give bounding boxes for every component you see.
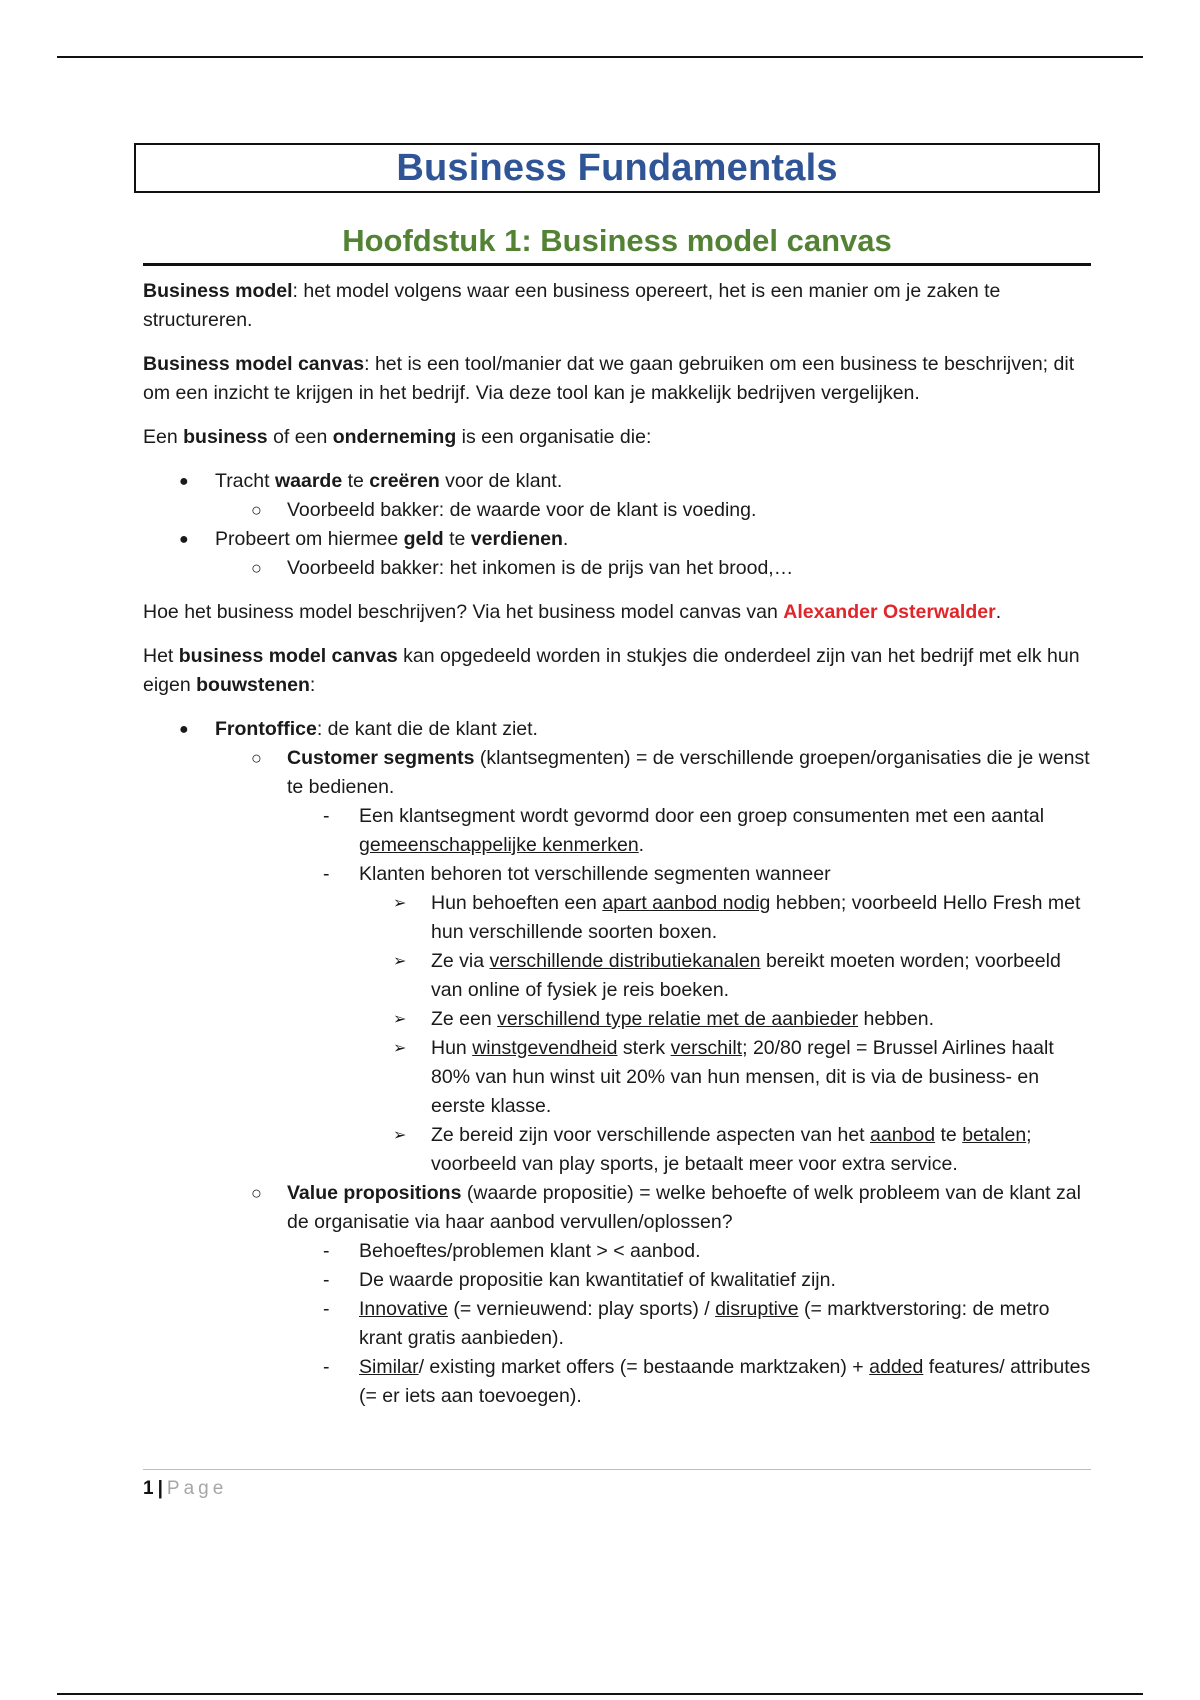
paragraph-canvas-parts (143, 642, 1093, 700)
list-item (215, 496, 1093, 525)
text: Een (143, 426, 184, 448)
text: ; voorbeeld van play sports, je betaalt meer voor extra service. (431, 1124, 1032, 1175)
title-box (134, 143, 1100, 193)
list-item (359, 1005, 1093, 1034)
bullet-icon: ● (179, 531, 189, 548)
circle-bullet-icon: ○ (251, 748, 262, 768)
underlined-text: disruptive (715, 1298, 799, 1320)
underlined-text: verschilt (670, 1037, 743, 1059)
text: De waarde propositie kan kwantitatief of kwalitatief zijn. (359, 1269, 836, 1291)
list-item (215, 554, 1093, 583)
text: . (562, 528, 569, 550)
text: hebben. (858, 1008, 935, 1030)
term: Business model (143, 280, 293, 302)
list-item (287, 860, 1093, 1179)
term: waarde (274, 470, 343, 492)
dash-icon: - (323, 805, 330, 827)
term: onderneming (332, 426, 457, 448)
term: Business model canvas (143, 353, 365, 375)
text: Hun behoeften een (431, 892, 603, 914)
list-item-customer-segments (215, 744, 1093, 1179)
list-item (287, 1266, 1093, 1295)
bottom-rule (57, 1693, 1143, 1695)
term: Frontoffice (215, 718, 317, 740)
list-item (287, 1295, 1093, 1353)
text: Het (143, 645, 179, 667)
text: Voorbeeld bakker: de waarde voor de klant is voeding. (287, 499, 757, 521)
list-item (143, 467, 1093, 525)
list-item (287, 1237, 1093, 1266)
text: bereikt moeten worden; voorbeeld van online of fysiek je reis boeken. (431, 950, 1061, 1001)
underlined-text: aanbod (870, 1124, 936, 1146)
definition: : het is een tool/manier dat we gaan gebruiken om een business te beschrijven; dit om een inzicht te krijgen in het bedrijf. Via deze tool kan je makkelijk bedrijven vergelijken. (143, 353, 1075, 404)
paragraph-business-model (143, 277, 1093, 335)
term: business (183, 426, 268, 448)
paragraph-business-model-canvas (143, 350, 1093, 408)
dash-list (287, 802, 1093, 1179)
list-item (359, 1034, 1093, 1121)
text: of een (267, 426, 333, 448)
text: kan opgedeeld worden in stukjes die onderdeel zijn van het bedrijf met elk hun eigen (143, 645, 1080, 696)
text: Tracht (215, 470, 275, 492)
paragraph-onderneming (143, 423, 1093, 452)
arrow-bullet-icon: ➢ (393, 1040, 407, 1057)
text: te (443, 528, 471, 550)
dash-list (287, 1237, 1093, 1411)
document-body (143, 277, 1093, 1426)
underlined-text: winstgevendheid (472, 1037, 618, 1059)
list-item-frontoffice (143, 715, 1093, 1411)
text: te (342, 470, 370, 492)
text: (= marktverstoring: de metro krant gratis aanbieden). (359, 1298, 1050, 1349)
list-item (287, 802, 1093, 860)
text: sterk (617, 1037, 671, 1059)
page-number: 1 (143, 1478, 154, 1499)
bullet-icon: ● (179, 473, 189, 490)
circle-bullet-icon: ○ (251, 500, 262, 520)
term: geld (403, 528, 444, 550)
text: voor de klant. (439, 470, 563, 492)
text: features/ attributes (= er iets aan toevoegen). (359, 1356, 1091, 1407)
chapter-heading: Hoofdstuk 1: Business model canvas (342, 223, 892, 258)
underlined-text: added (869, 1356, 924, 1378)
definition: : het model volgens waar een business opereert, het is een manier om je zaken te structureren. (143, 280, 1001, 331)
term: verdienen (470, 528, 563, 550)
dash-icon: - (323, 1356, 330, 1378)
text: : (309, 674, 316, 696)
arrow-list (359, 889, 1093, 1179)
text: Een klantsegment wordt gevormd door een groep consumenten met een aantal (359, 805, 1045, 827)
underlined-text: verschillende distributiekanalen (489, 950, 761, 972)
text: ; 20/80 regel = Brussel Airlines haalt 80% van hun winst uit 20% van hun mensen, dit is via de business- en eerste klasse. (431, 1037, 1054, 1117)
text: Voorbeeld bakker: het inkomen is de prijs van het brood,… (287, 557, 794, 579)
text: Hun (431, 1037, 473, 1059)
underlined-text: gemeenschappelijke kenmerken (359, 834, 639, 856)
text: . (995, 601, 1002, 623)
term: creëren (369, 470, 440, 492)
text: (= vernieuwend: play sports) / (447, 1298, 716, 1320)
paragraph-osterwalder (143, 598, 1093, 627)
page-separator: | (157, 1478, 163, 1499)
list-item (359, 1121, 1093, 1179)
circle-bullet-icon: ○ (251, 1183, 262, 1203)
list-item (359, 947, 1093, 1005)
text: hebben; voorbeeld Hello Fresh met hun verschillende soorten boxen. (431, 892, 1081, 943)
list-item (287, 1353, 1093, 1411)
text: (waarde propositie) = welke behoefte of welk probleem van de klant zal de organisatie via haar aanbod vervullen/oplossen? (287, 1182, 1081, 1233)
arrow-bullet-icon: ➢ (393, 895, 407, 912)
term: Value propositions (287, 1182, 462, 1204)
term: Customer segments (287, 747, 475, 769)
underlined-text: Innovative (359, 1298, 448, 1320)
underlined-text: Similar (359, 1356, 419, 1378)
term: bouwstenen (196, 674, 310, 696)
list-frontoffice (143, 715, 1093, 1411)
list-item-value-propositions (215, 1179, 1093, 1411)
text: Ze via (431, 950, 490, 972)
underlined-text: apart aanbod nodig (602, 892, 771, 914)
page-label: Page (166, 1478, 228, 1499)
text: te (935, 1124, 963, 1146)
sub-list (215, 744, 1093, 1411)
underlined-text: betalen (962, 1124, 1027, 1146)
dash-icon: - (323, 863, 330, 885)
sub-list (215, 554, 1093, 583)
author-name: Alexander Osterwalder (783, 601, 996, 623)
text: (klantsegmenten) = de verschillende groepen/organisaties die je wenst te bedienen. (287, 747, 1090, 798)
dash-icon: - (323, 1298, 330, 1320)
list-organisation (143, 467, 1093, 583)
arrow-bullet-icon: ➢ (393, 953, 407, 970)
chapter-heading-block (143, 220, 1091, 266)
sub-list (215, 496, 1093, 525)
term: business model canvas (178, 645, 398, 667)
list-item (359, 889, 1093, 947)
dash-icon: - (323, 1269, 330, 1291)
text: . (638, 834, 645, 856)
arrow-bullet-icon: ➢ (393, 1127, 407, 1144)
text: Probeert om hiermee (215, 528, 404, 550)
list-item (143, 525, 1093, 583)
underlined-text: verschillend type relatie met de aanbieder (497, 1008, 859, 1030)
document-title: Business Fundamentals (396, 146, 838, 189)
text: Ze een (431, 1008, 498, 1030)
text: / existing market offers (= bestaande marktzaken) + (418, 1356, 870, 1378)
text: Behoeftes/problemen klant > < aanbod. (359, 1240, 701, 1262)
dash-icon: - (323, 1240, 330, 1262)
text: : de kant die de klant ziet. (316, 718, 538, 740)
text: is een organisatie die: (456, 426, 652, 448)
text: Klanten behoren tot verschillende segmenten wanneer (359, 863, 831, 885)
page-footer (143, 1469, 1091, 1500)
text: Hoe het business model beschrijven? Via het business model canvas van (143, 601, 784, 623)
top-rule (57, 56, 1143, 58)
text: Ze bereid zijn voor verschillende aspecten van het (431, 1124, 870, 1146)
arrow-bullet-icon: ➢ (393, 1011, 407, 1028)
bullet-icon: ● (179, 721, 189, 738)
circle-bullet-icon: ○ (251, 558, 262, 578)
